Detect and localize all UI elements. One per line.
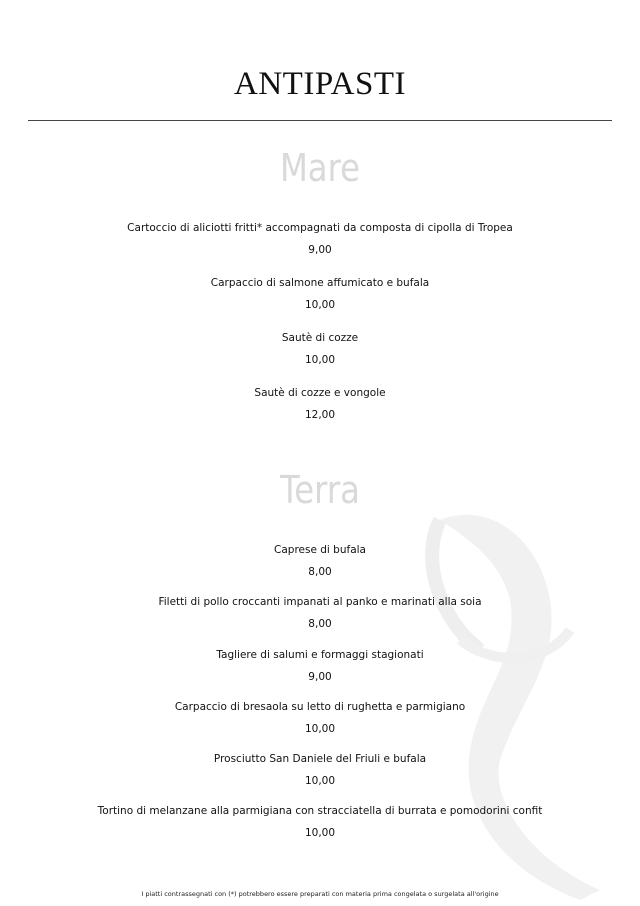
item-price: 10,00 bbox=[304, 722, 336, 735]
item-name: Sautè di cozze e vongole bbox=[254, 387, 386, 399]
item-name: Tortino di melanzane alla parmigiana con stracciatella di burrata e pomodorini confit bbox=[97, 805, 543, 818]
item-name: Carpaccio di bresaola su letto di rughetta e parmigiano bbox=[174, 700, 466, 713]
item-price: 10,00 bbox=[304, 775, 336, 788]
title-divider bbox=[28, 120, 612, 121]
item-price: 9,00 bbox=[308, 670, 332, 683]
menu-item bbox=[0, 387, 640, 442]
item-name: Prosciutto San Daniele del Friuli e bufala bbox=[213, 753, 427, 766]
section-terra-items bbox=[0, 544, 640, 858]
menu-item bbox=[0, 544, 640, 596]
menu-item bbox=[0, 753, 640, 805]
menu-item bbox=[0, 277, 640, 332]
menu-item bbox=[0, 701, 640, 753]
item-price: 10,00 bbox=[304, 299, 336, 311]
section-mare-items bbox=[0, 222, 640, 442]
item-name: Caprese di bufala bbox=[274, 544, 366, 556]
footer-note: I piatti contrassegnati con (*) potrebbero essere preparati con materia prima congelata o surgelata all'origine bbox=[141, 890, 499, 898]
menu-item bbox=[0, 222, 640, 277]
item-price: 9,00 bbox=[308, 244, 332, 256]
item-price: 10,00 bbox=[304, 827, 336, 840]
item-name: Cartoccio di aliciotti fritti* accompagnati da composta di cipolla di Tropea bbox=[127, 222, 513, 234]
menu-item bbox=[0, 332, 640, 387]
item-price: 10,00 bbox=[304, 354, 336, 366]
item-name: Carpaccio di salmone affumicato e bufala bbox=[210, 277, 430, 289]
page-title: ANTIPASTI bbox=[234, 66, 406, 102]
menu-item bbox=[0, 649, 640, 701]
item-name: Tagliere di salumi e formaggi stagionati bbox=[216, 648, 424, 661]
item-price: 8,00 bbox=[308, 566, 332, 578]
section-title-terra: Terra bbox=[280, 468, 360, 512]
item-name: Sautè di cozze bbox=[281, 332, 359, 344]
menu-item bbox=[0, 805, 640, 857]
item-price: 8,00 bbox=[308, 618, 332, 631]
item-name: Filetti di pollo croccanti impanati al panko e marinati alla soia bbox=[158, 596, 482, 609]
item-price: 12,00 bbox=[304, 409, 336, 421]
menu-item bbox=[0, 596, 640, 648]
section-title-mare: Mare bbox=[279, 146, 361, 190]
